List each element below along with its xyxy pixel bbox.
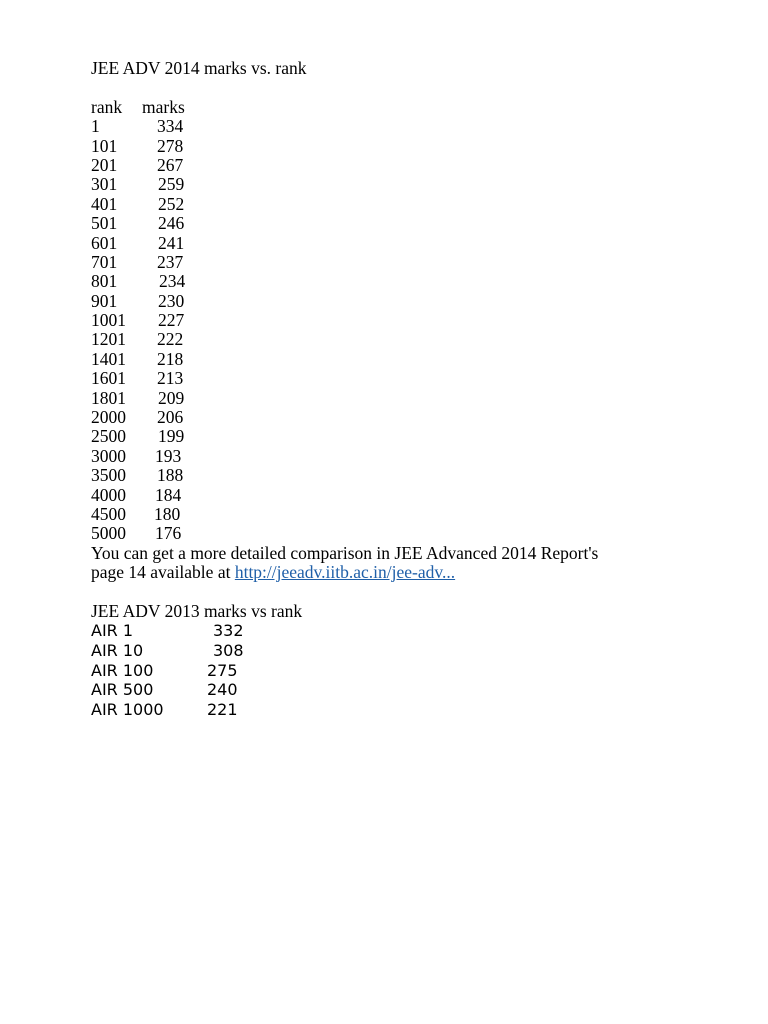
air-marks-cell: 332 <box>213 621 244 641</box>
marks-cell: 278 <box>157 135 184 156</box>
marks-cell: 241 <box>158 232 185 253</box>
rank-cell: 801 <box>91 271 118 292</box>
section-2013-title: JEE ADV 2013 marks vs rank <box>91 600 303 621</box>
marks-cell: 184 <box>155 484 182 505</box>
rank-cell: 3500 <box>91 465 126 486</box>
table-row <box>91 427 711 446</box>
rank-cell: 101 <box>91 135 118 156</box>
marks-cell: 334 <box>157 116 184 137</box>
rank-cell: 301 <box>91 174 118 195</box>
marks-cell: 252 <box>158 193 185 214</box>
rank-cell: 2500 <box>91 426 126 447</box>
marks-cell: 259 <box>158 174 185 195</box>
document-page <box>91 59 711 719</box>
header-rank: rank <box>91 96 123 117</box>
rank-cell: 701 <box>91 251 118 272</box>
table-row <box>91 214 711 233</box>
rank-cell: 201 <box>91 154 118 175</box>
blank-line <box>91 78 711 97</box>
table-row <box>91 466 711 485</box>
report-link[interactable]: http://jeeadv.iitb.ac.in/jee-adv... <box>234 562 456 583</box>
rank-cell: 401 <box>91 193 118 214</box>
air-marks-cell: 221 <box>207 699 238 719</box>
marks-cell: 218 <box>157 348 184 369</box>
table-row <box>91 311 711 330</box>
marks-cell: 227 <box>158 310 185 331</box>
section-2014-title: JEE ADV 2014 marks vs. rank <box>91 58 307 78</box>
marks-cell: 222 <box>157 329 184 350</box>
table-row <box>91 621 711 641</box>
marks-cell: 237 <box>157 251 184 272</box>
air-rank-cell: AIR 1 <box>91 621 134 641</box>
marks-cell: 188 <box>157 465 184 486</box>
marks-cell: 213 <box>157 368 184 389</box>
table-header <box>91 98 711 117</box>
table-row <box>91 524 711 543</box>
note-line-2 <box>91 563 711 582</box>
rank-cell: 1601 <box>91 368 126 389</box>
air-rank-cell: AIR 500 <box>91 680 154 700</box>
marks-cell: 206 <box>157 407 184 428</box>
table-row <box>91 350 711 369</box>
table-row <box>91 137 711 156</box>
table-row <box>91 680 711 700</box>
note-prefix: page 14 available at <box>91 562 235 583</box>
table-row <box>91 700 711 720</box>
air-marks-cell: 240 <box>207 680 238 700</box>
table-row <box>91 272 711 291</box>
rank-cell: 901 <box>91 290 118 311</box>
table-row <box>91 486 711 505</box>
rank-cell: 4000 <box>91 484 126 505</box>
air-marks-cell: 308 <box>213 640 244 660</box>
table-row <box>91 408 711 427</box>
rank-cell: 1401 <box>91 348 126 369</box>
table-row <box>91 234 711 253</box>
table-row <box>91 117 711 136</box>
rank-cell: 1 <box>91 116 100 137</box>
rank-cell: 501 <box>91 213 118 234</box>
marks-cell: 180 <box>154 503 181 524</box>
marks-cell: 234 <box>159 271 186 292</box>
table-row <box>91 195 711 214</box>
marks-cell: 230 <box>158 290 185 311</box>
table-row <box>91 369 711 388</box>
table-2014 <box>91 117 711 544</box>
header-marks: marks <box>142 96 185 117</box>
marks-cell: 246 <box>158 213 185 234</box>
air-rank-cell: AIR 10 <box>91 640 144 660</box>
table-row <box>91 447 711 466</box>
rank-cell: 1801 <box>91 387 126 408</box>
rank-cell: 3000 <box>91 445 126 466</box>
air-rank-cell: AIR 100 <box>91 660 154 680</box>
marks-cell: 176 <box>155 523 182 544</box>
marks-cell: 199 <box>158 426 185 447</box>
rank-cell: 4500 <box>91 503 126 524</box>
table-row <box>91 156 711 175</box>
table-row <box>91 292 711 311</box>
table-row <box>91 661 711 681</box>
table-row <box>91 330 711 349</box>
table-row <box>91 505 711 524</box>
marks-cell: 209 <box>158 387 185 408</box>
rank-cell: 5000 <box>91 523 126 544</box>
air-rank-cell: AIR 1000 <box>91 699 164 719</box>
rank-cell: 1001 <box>91 310 126 331</box>
table-2013 <box>91 621 711 719</box>
air-marks-cell: 275 <box>207 660 238 680</box>
table-row <box>91 641 711 661</box>
blank-line <box>91 583 711 602</box>
marks-cell: 193 <box>155 445 182 466</box>
section-2014 <box>91 59 711 621</box>
marks-cell: 267 <box>157 154 184 175</box>
table-row <box>91 253 711 272</box>
table-row <box>91 389 711 408</box>
note-line-1: You can get a more detailed comparison in JEE Advanced 2014 Report's <box>91 542 599 563</box>
table-row <box>91 175 711 194</box>
rank-cell: 1201 <box>91 329 126 350</box>
rank-cell: 2000 <box>91 407 126 428</box>
rank-cell: 601 <box>91 232 118 253</box>
